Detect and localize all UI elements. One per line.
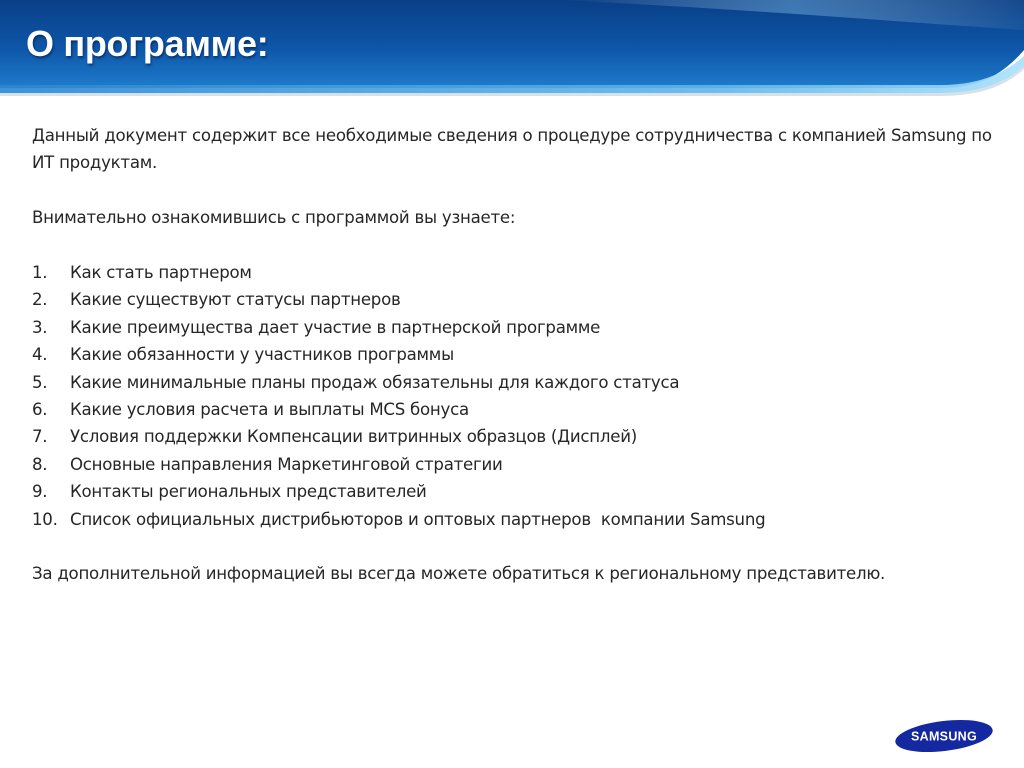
list-item-number: 7. bbox=[32, 427, 48, 447]
spacer bbox=[32, 177, 1007, 204]
intro-paragraph: Данный документ содержит все необходимые сведения о процедуре сотрудничества с компанией Samsung по ИТ продуктам. bbox=[32, 126, 992, 173]
slide-title: О программе: bbox=[26, 23, 269, 64]
list-item bbox=[32, 423, 1007, 450]
list-item-number: 6. bbox=[32, 400, 48, 420]
footer-note: За дополнительной информацией вы всегда можете обратиться к региональному представителю. bbox=[32, 564, 886, 584]
list-item bbox=[32, 314, 1007, 341]
list-item-text: Как стать партнером bbox=[70, 263, 252, 282]
spacer bbox=[32, 533, 1007, 560]
lead-paragraph: Внимательно ознакомившись с программой вы узнаете: bbox=[32, 208, 516, 228]
samsung-logo bbox=[892, 716, 996, 756]
list-item-number: 2. bbox=[32, 290, 48, 310]
list-item bbox=[32, 259, 1007, 286]
list-item-text: Какие существуют статусы партнеров bbox=[70, 290, 401, 310]
list-item-number: 3. bbox=[32, 317, 48, 337]
list-item-text: Какие минимальные планы продаж обязательны для каждого статуса bbox=[70, 372, 680, 392]
list-item-text: Какие условия расчета и выплаты MCS бонуса bbox=[70, 400, 469, 420]
list-item-text: Какие обязанности у участников программы bbox=[70, 345, 454, 365]
list-item-number: 5. bbox=[32, 372, 48, 392]
list-item bbox=[32, 478, 1007, 505]
logo-wordmark: SAMSUNG bbox=[911, 729, 977, 744]
spacer bbox=[32, 232, 1007, 259]
header-banner bbox=[0, 0, 1024, 96]
list-item bbox=[32, 286, 1007, 313]
list-item bbox=[32, 341, 1007, 368]
list-item bbox=[32, 506, 1007, 533]
list-item bbox=[32, 396, 1007, 423]
topics-list bbox=[32, 259, 1007, 533]
list-item bbox=[32, 369, 1007, 396]
list-item-number: 1. bbox=[32, 263, 48, 282]
list-item-number: 9. bbox=[32, 482, 48, 502]
list-item-text: Условия поддержки Компенсации витринных образцов (Дисплей) bbox=[70, 427, 637, 447]
samsung-logo-icon bbox=[892, 716, 996, 756]
slide-body bbox=[32, 122, 1007, 588]
list-item-number: 8. bbox=[32, 454, 48, 474]
list-item-number: 10. bbox=[32, 509, 58, 529]
list-item-text: Какие преимущества дает участие в партнерской программе bbox=[70, 317, 601, 337]
list-item-text: Контакты региональных представителей bbox=[70, 482, 427, 502]
list-item bbox=[32, 451, 1007, 478]
list-item-text: Список официальных дистрибьюторов и оптовых партнеров компании Samsung bbox=[70, 509, 766, 529]
list-item-number: 4. bbox=[32, 345, 48, 365]
list-item-text: Основные направления Маркетинговой стратегии bbox=[70, 454, 503, 474]
